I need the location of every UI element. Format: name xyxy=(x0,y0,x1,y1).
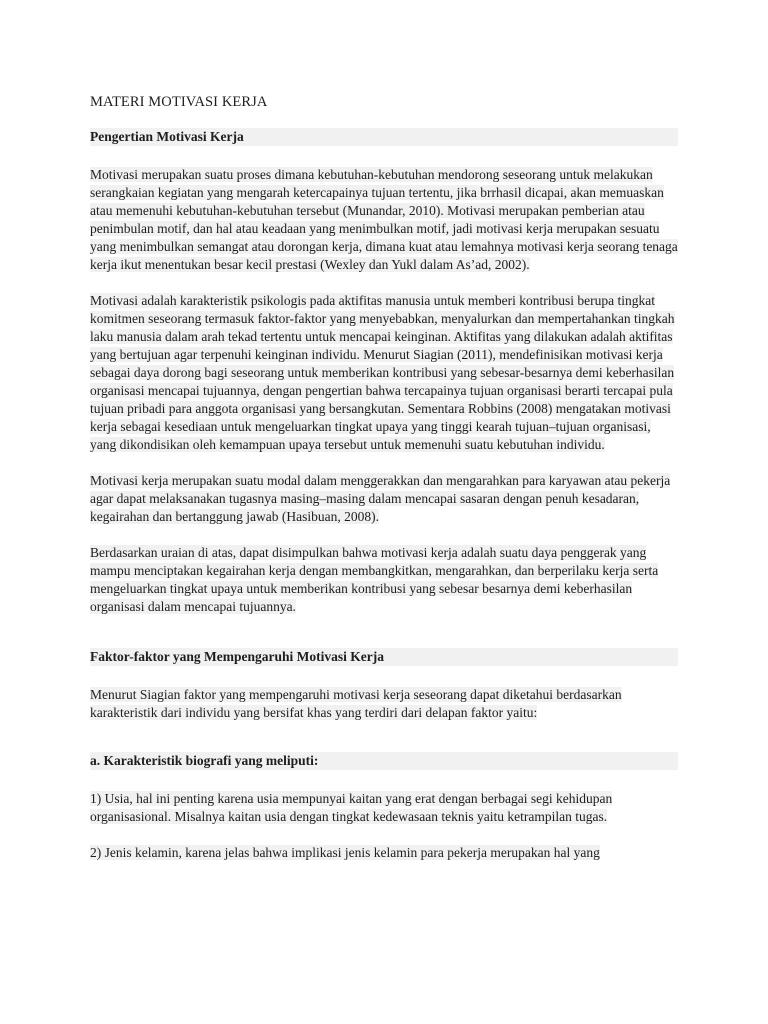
subsection-heading-biografi: a. Karakteristik biografi yang meliputi: xyxy=(90,752,678,770)
paragraph-5 xyxy=(90,686,678,722)
section-heading-pengertian: Pengertian Motivasi Kerja xyxy=(90,128,678,146)
document-title: MATERI MOTIVASI KERJA xyxy=(90,94,268,110)
paragraph-7 xyxy=(90,844,678,862)
document-page xyxy=(90,92,678,880)
paragraph-2-text: Motivasi adalah karakteristik psikologis pada aktifitas manusia untuk memberi kontribusi berupa tingkat komitmen seseorang termasuk faktor-faktor yang menyebabkan, menyalurkan dan mempertahankan tingkah laku manusia dalam arah tekad tertentu untuk mencapai keinginan. Aktifitas yang dilakukan adalah aktifitas yang bertujuan agar terpenuhi keinginan individu. Menurut Siagian (2011), mendefinisikan motivasi kerja sebagai daya dorong bagi seseorang untuk memberikan kontribusi yang sebesar-besarnya demi keberhasilan organisasi mencapai tujuannya, dengan pengertian bahwa tercapainya tujuan organisasi berarti tercapai pula tujuan pribadi para anggota organisasi yang bersangkutan. Sementara Robbins (2008) mengatakan motivasi kerja sebagai kesediaan untuk mengeluarkan tingkat upaya yang tinggi kearah tujuan–tujuan organisasi, yang dikondisikan oleh kemampuan upaya tersebut untuk memenuhi suatu kebutuhan individu. xyxy=(90,293,675,452)
paragraph-5-text: Menurut Siagian faktor yang mempengaruhi motivasi kerja seseorang dapat diketahui berdasarkan karakteristik dari individu yang bersifat khas yang terdiri dari delapan faktor yaitu: xyxy=(90,687,622,720)
paragraph-3-text: Motivasi kerja merupakan suatu modal dalam menggerakkan dan mengarahkan para karyawan atau pekerja agar dapat melaksanakan tugasnya masing–masing dalam mencapai sasaran dengan penuh kesadaran, kegairahan dan bertanggung jawab (Hasibuan, 2008). xyxy=(90,473,671,524)
section-heading-faktor: Faktor-faktor yang Mempengaruhi Motivasi Kerja xyxy=(90,648,678,666)
paragraph-7-text: 2) Jenis kelamin, karena jelas bahwa implikasi jenis kelamin para pekerja merupakan hal yang xyxy=(90,845,600,860)
paragraph-4 xyxy=(90,544,678,616)
paragraph-6-text: 1) Usia, hal ini penting karena usia mempunyai kaitan yang erat dengan berbagai segi kehidupan organisasional. Misalnya kaitan usia dengan tingkat kedewasaan teknis yaitu ketrampilan tugas. xyxy=(90,791,613,824)
paragraph-4-text: Berdasarkan uraian di atas, dapat disimpulkan bahwa motivasi kerja adalah suatu daya penggerak yang mampu menciptakan kegairahan kerja dengan membangkitkan, mengarahkan, dan berperilaku kerja serta mengeluarkan tingkat upaya untuk memberikan kontribusi yang sebesar besarnya demi keberhasilan organisasi dalam mencapai tujuannya. xyxy=(90,545,659,614)
paragraph-2 xyxy=(90,292,678,454)
paragraph-1 xyxy=(90,166,678,274)
paragraph-3 xyxy=(90,472,678,526)
paragraph-6 xyxy=(90,790,678,826)
paragraph-1-text: Motivasi merupakan suatu proses dimana kebutuhan-kebutuhan mendorong seseorang untuk melakukan serangkaian kegiatan yang mengarah ketercapainya tujuan tertentu, jika brrhasil dicapai, akan memuaskan atau memenuhi kebutuhan-kebutuhan tersebut (Munandar, 2010). Motivasi merupakan pemberian atau penimbulan motif, dan hal atau keadaan yang menimbulkan motif, jadi motivasi kerja merupakan sesuatu yang menimbulkan semangat atau dorongan kerja, dimana kuat atau lemahnya motivasi kerja seorang tenaga kerja ikut menentukan besar kecil prestasi (Wexley dan Yukl dalam As’ad, 2002). xyxy=(90,167,678,272)
spacer xyxy=(90,634,678,648)
spacer xyxy=(90,740,678,752)
